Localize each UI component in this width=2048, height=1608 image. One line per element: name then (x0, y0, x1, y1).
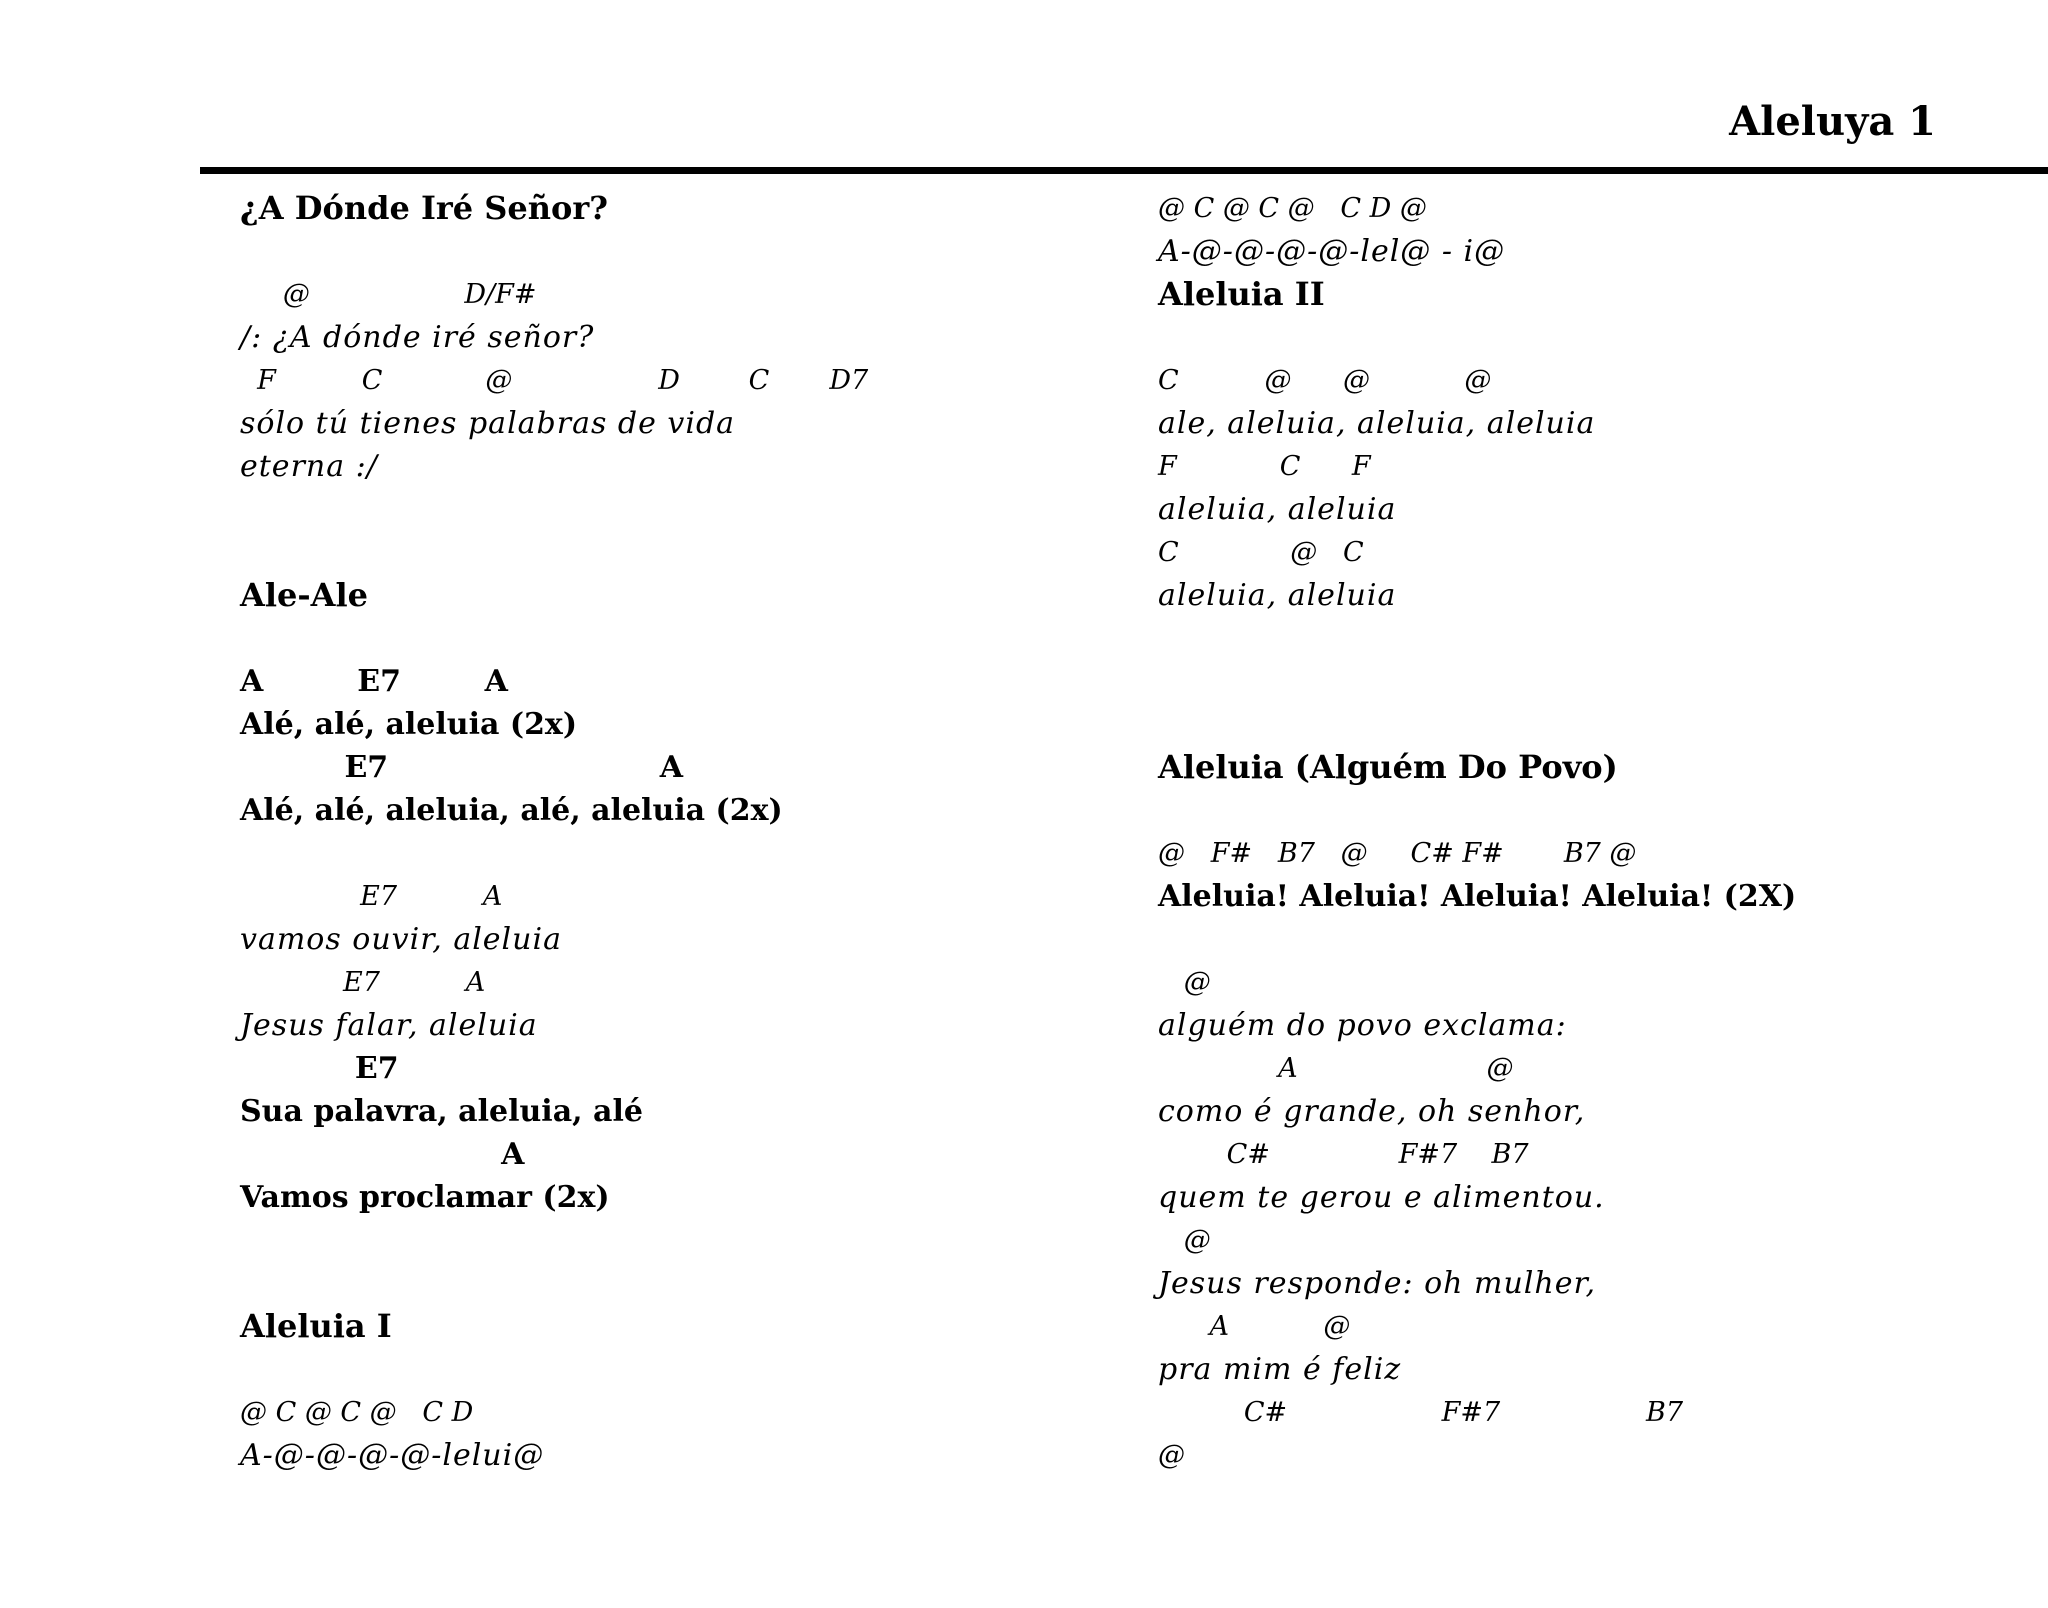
chord-line: @ D/F# (240, 279, 537, 310)
chord-line: C @ C (1158, 537, 1364, 568)
lyric-line: alguém do povo exclama: (1158, 1008, 1567, 1043)
chord-line: @ C @ C @ C D (240, 1397, 474, 1428)
spacer (240, 230, 1100, 273)
chord-line: A (240, 1137, 525, 1172)
spacer (240, 1348, 1100, 1391)
chord-line: E7 A (240, 750, 684, 785)
spacer (1158, 918, 2028, 961)
spacer (240, 617, 1100, 660)
spacer (240, 832, 1100, 875)
chord-line: C# F#7 B7 (1158, 1139, 1529, 1170)
lyric-line: Sua palavra, aleluia, alé (240, 1094, 643, 1129)
spacer (1158, 703, 2028, 746)
lyric-line: Jesus responde: oh mulher, (1158, 1266, 1597, 1301)
lyric-line: Alé, alé, aleluia, alé, aleluia (2x) (240, 793, 783, 828)
spacer (240, 1219, 1100, 1262)
spacer (240, 531, 1100, 574)
lyric-line: /: ¿A dónde iré señor? (240, 320, 595, 355)
lyric-line: aleluia, aleluia (1158, 578, 1397, 613)
spacer (1158, 660, 2028, 703)
lyric-line: vamos ouvir, aleluia (240, 922, 562, 957)
spacer (240, 488, 1100, 531)
chord-line: A @ (1158, 1053, 1514, 1084)
chord-line: F C F (1158, 451, 1371, 482)
song-title: Aleluia I (240, 1307, 392, 1345)
chord-line: C# F#7 B7 (1158, 1397, 1684, 1428)
spacer (1158, 789, 2028, 832)
spacer (240, 1262, 1100, 1305)
chord-line: E7 A (240, 967, 486, 998)
chord-line: E7 A (240, 881, 503, 912)
left-column (240, 187, 1100, 1477)
lyric-line: sólo tú tienes palabras de vida (240, 406, 736, 441)
spacer (1158, 617, 2028, 660)
chord-line: @ (1158, 967, 1211, 998)
chord-line: E7 (240, 1051, 399, 1086)
lyric-line: Aleluia! Aleluia! Aleluia! Aleluia! (2X) (1158, 879, 1797, 914)
song-title: Ale-Ale (240, 576, 368, 614)
lyric-line: aleluia, aleluia (1158, 492, 1397, 527)
chord-line: @ (1158, 1440, 1185, 1471)
chord-line: @ F# B7 @ C# F# B7 @ (1158, 838, 1637, 869)
lyric-line: Alé, alé, aleluia (2x) (240, 707, 578, 742)
lyric-line: pra mim é feliz (1158, 1352, 1402, 1387)
lyric-line: eterna :/ (240, 449, 378, 484)
right-column (1158, 187, 2028, 1477)
lyric-line: como é grande, oh senhor, (1158, 1094, 1586, 1129)
page-title: Aleluya 1 (1729, 98, 1936, 145)
lyric-line: Vamos proclamar (2x) (240, 1180, 610, 1215)
song-title: ¿A Dónde Iré Señor? (240, 189, 608, 227)
title-rule (200, 167, 2048, 174)
chord-line: @ C @ C @ C D @ (1158, 193, 1427, 224)
lyric-line: Jesus falar, aleluia (240, 1008, 538, 1043)
lyric-line: A-@-@-@-@-lelui@ (240, 1438, 545, 1473)
chord-line: @ (1158, 1225, 1211, 1256)
chord-line: C @ @ @ (1158, 365, 1492, 396)
lyric-line: ale, aleluia, aleluia, aleluia (1158, 406, 1596, 441)
song-title: Aleluia II (1158, 275, 1325, 313)
chord-line: A E7 A (240, 664, 508, 699)
spacer (1158, 316, 2028, 359)
song-title: Aleluia (Alguém Do Povo) (1158, 748, 1618, 786)
lyric-line: quem te gerou e alimentou. (1158, 1180, 1605, 1215)
chord-line: F C @ D C D7 (240, 365, 869, 396)
lyric-line: A-@-@-@-@-lel@ - i@ (1158, 234, 1506, 269)
chord-line: A @ (1158, 1311, 1351, 1342)
